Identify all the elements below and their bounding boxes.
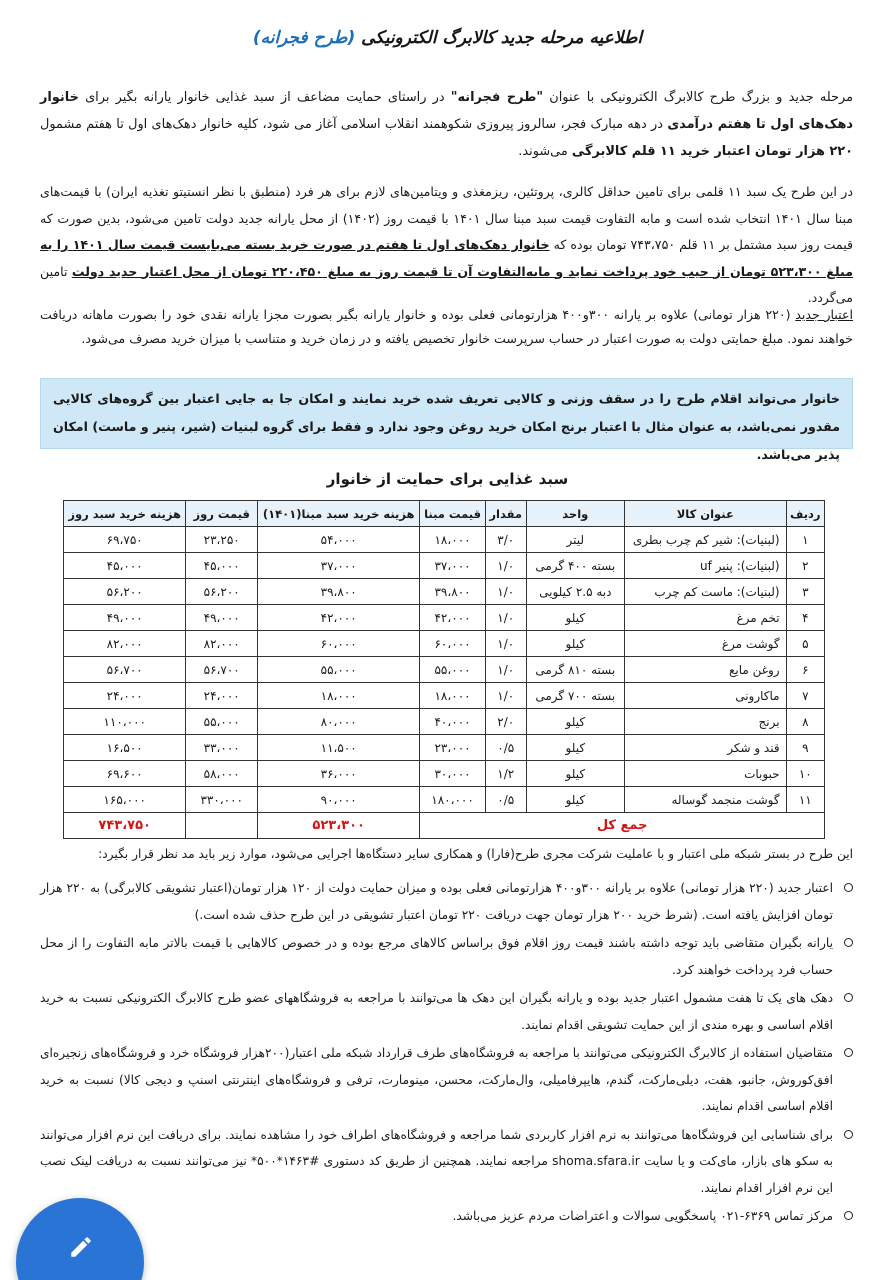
cell-current-cost: ۵۶،۷۰۰ (64, 657, 186, 683)
cell-current-price: ۴۵،۰۰۰ (186, 553, 258, 579)
col-header-base-price: قیمت مبنا (420, 501, 485, 527)
cell-base-cost: ۸۰،۰۰۰ (258, 709, 420, 735)
cell-row-number: ۲ (786, 553, 824, 579)
col-header-current-cost: هزینه خرید سبد روز (64, 501, 186, 527)
table-row (64, 579, 825, 605)
note-item (40, 930, 855, 983)
cell-quantity: ۰/۵ (485, 735, 526, 761)
table-row (64, 787, 825, 813)
note-text: مرکز تماس ۶۳۶۹-۰۲۱ پاسخگویی سوالات و اعتراضات مردم عزیز می‌باشد. (452, 1209, 833, 1223)
bullet-circle-icon (844, 993, 853, 1002)
cell-quantity: ۱/۰ (485, 605, 526, 631)
col-header-base-cost: هزینه خرید سبد مبنا(۱۴۰۱) (258, 501, 420, 527)
table-row (64, 709, 825, 735)
note-text: برای شناسایی این فروشگاه‌ها می‌توانند به نرم افزار کاربردی شما مراجعه و فروشگاه‌های اطراف خود را مشاهده نمایند. برای دریافت این نرم افزار می‌توانند به سکو های بازار، مای‌کت و یا سایت shoma.sfara.ir مراجعه نمایند. همچنین از طریق کد دستوری #۱۴۶۳*۵۰۰* نیز می‌توانند نسبت به دریافت لینک نصب این نرم افزار اقدام نمایند. (40, 1127, 834, 1195)
cell-item: روغن مایع (624, 657, 786, 683)
cell-current-cost: ۲۴،۰۰۰ (64, 683, 186, 709)
cell-item: گوشت مرغ (624, 631, 786, 657)
col-header-unit: واحد (526, 501, 624, 527)
cell-base-price: ۳۷،۰۰۰ (420, 553, 485, 579)
cell-unit: دبه ۲.۵ کیلویی (526, 579, 624, 605)
cell-current-price: ۳۳،۰۰۰ (186, 735, 258, 761)
cell-current-price: ۴۹،۰۰۰ (186, 605, 258, 631)
total-base-cost: ۵۲۳،۳۰۰ (258, 813, 420, 839)
table-row (64, 631, 825, 657)
cell-item: برنج (624, 709, 786, 735)
cell-current-price: ۵۸،۰۰۰ (186, 761, 258, 787)
cell-base-cost: ۶۰،۰۰۰ (258, 631, 420, 657)
cell-current-price: ۵۶،۷۰۰ (186, 657, 258, 683)
cell-current-price: ۸۲،۰۰۰ (186, 631, 258, 657)
plan-name: "طرح فجرانه" (450, 90, 544, 105)
cell-current-cost: ۴۹،۰۰۰ (64, 605, 186, 631)
cell-current-cost: ۱۶،۵۰۰ (64, 735, 186, 761)
title-highlight: (طرح فجرانه) (252, 28, 356, 48)
cell-unit: کیلو (526, 761, 624, 787)
col-header-quantity: مقدار (485, 501, 526, 527)
cell-base-price: ۱۸۰،۰۰۰ (420, 787, 485, 813)
page-title (0, 28, 895, 48)
cell-current-cost: ۱۱۰،۰۰۰ (64, 709, 186, 735)
cell-row-number: ۵ (786, 631, 824, 657)
table-row (64, 683, 825, 709)
cell-base-cost: ۹۰،۰۰۰ (258, 787, 420, 813)
cell-base-price: ۱۸،۰۰۰ (420, 683, 485, 709)
table-row (64, 735, 825, 761)
total-current-cost: ۷۴۳،۷۵۰ (64, 813, 186, 839)
cell-row-number: ۱ (786, 527, 824, 553)
cell-row-number: ۶ (786, 657, 824, 683)
cell-base-cost: ۴۲،۰۰۰ (258, 605, 420, 631)
cell-unit: کیلو (526, 631, 624, 657)
cell-unit: کیلو (526, 787, 624, 813)
cell-item: (لبنیات): شیر کم چرب بطری (624, 527, 786, 553)
pencil-icon (68, 1234, 94, 1260)
table-row (64, 605, 825, 631)
cell-base-cost: ۳۹،۸۰۰ (258, 579, 420, 605)
table-row (64, 657, 825, 683)
intro-paragraph: مرحله جدید و بزرگ طرح کالابرگ الکترونیکی با عنوان "طرح فجرانه" در راستای حمایت مضاعف از سبد غذایی خانوار یارانه بگیر برای خانوار دهک‌های اول تا هفتم درآمدی در دهه مبارک فجر، سالروز پیروزی شکوهمند انقلاب اسلامی آغاز می شود، کلیه خانوار دهک‌های اول تا هفتم مشمول ۲۲۰ هزار تومان اعتبار خرید ۱۱ قلم کالابرگی می‌شوند. (40, 90, 854, 159)
plan-paragraph: در این طرح یک سبد ۱۱ قلمی برای تامین حداقل کالری، پروتئین، ریزمغذی و ویتامین‌های لازم برای هر فرد (منطبق با نظر انستیتو تغذیه ایران) با قیمت‌های مبنا سال ۱۴۰۱ انتخاب شده است و مابه التفاوت قیمت سبد مبنا سال ۱۴۰۱ با قیمت روز (۱۴۰۲) از محل یارانه جدید دولت تامین می‌شود، بدین صورت که قیمت روز سبد مشتمل بر ۱۱ قلم ۷۴۳،۷۵۰ تومان بوده که خانوار دهک‌های اول تا هفتم در صورت خرید بسته می‌بایست قیمت سال ۱۴۰۱ را به مبلغ ۵۲۳،۳۰۰ تومان از جیب خود پرداخت نماید و مابه‌التفاوت آن تا قیمت روز به مبلغ ۲۲۰،۴۵۰ تومان از محل اعتبار جدید دولت تامین می‌گردد. (40, 184, 854, 305)
cell-unit: کیلو (526, 605, 624, 631)
bullet-circle-icon (844, 1048, 853, 1057)
cell-item: تخم مرغ (624, 605, 786, 631)
note-text: متقاضیان استفاده از کالابرگ الکترونیکی می‌توانند با مراجعه به فروشگاه‌های طرف قرارداد شبکه ملی اعتبار(۲۰۰هزار فروشگاه خرد و فروشگاه‌های زنجیره‌ای افق‌کوروش، جانبو، هفت، دیلی‌مارکت، گندم، هایپرفامیلی، وال‌مارکت، محسن، مینومارت، ترفی و فروشگاه‌های اینترنتی اسنپ و دیجی کالا) نسبت به خرید اقلام اساسی اقدام نمایند. (40, 1046, 834, 1113)
cell-quantity: ۰/۵ (485, 787, 526, 813)
cell-quantity: ۱/۰ (485, 683, 526, 709)
notes-heading: این طرح در بستر شبکه ملی اعتبار و با عاملیت شرکت مجری طرح(فارا) و همکاری سایر دستگاه‌ها اجرایی می‌شود، موارد زیر باید مد نظر قرار بگیرد: (98, 847, 853, 861)
cell-row-number: ۳ (786, 579, 824, 605)
cell-current-cost: ۱۶۵،۰۰۰ (64, 787, 186, 813)
cell-quantity: ۱/۰ (485, 657, 526, 683)
cell-current-cost: ۵۶،۲۰۰ (64, 579, 186, 605)
cell-current-price: ۲۴،۰۰۰ (186, 683, 258, 709)
table-total-row (64, 813, 825, 839)
table-title: سبد غذایی برای حمایت از خانوار (326, 470, 569, 488)
cell-base-price: ۴۰،۰۰۰ (420, 709, 485, 735)
cell-row-number: ۹ (786, 735, 824, 761)
cell-item: (لبنیات): ماست کم چرب (624, 579, 786, 605)
cell-base-price: ۱۸،۰۰۰ (420, 527, 485, 553)
table-row (64, 761, 825, 787)
cell-base-cost: ۱۸،۰۰۰ (258, 683, 420, 709)
cell-base-cost: ۳۶،۰۰۰ (258, 761, 420, 787)
cell-base-price: ۲۳،۰۰۰ (420, 735, 485, 761)
cell-base-cost: ۵۵،۰۰۰ (258, 657, 420, 683)
cell-quantity: ۱/۰ (485, 631, 526, 657)
cell-base-price: ۴۲،۰۰۰ (420, 605, 485, 631)
cell-item: قند و شکر (624, 735, 786, 761)
bullet-circle-icon (844, 1130, 853, 1139)
note-text: اعتبار جدید (۲۲۰ هزار تومانی) علاوه بر یارانه ۳۰۰و۴۰۰ هزارتومانی فعلی بوده و میزان حمایت دولت از ۱۲۰ هزار تومان(اعتبار تشویقی کالابرگی) به ۲۲۰ هزار تومان افزایش یافته است. (شرط خرید ۲۰۰ هزار تومان جهت دریافت ۲۲۰ تومان اعتبار تشویقی در این طرح حذف شده است.) (40, 881, 833, 922)
cell-base-cost: ۱۱،۵۰۰ (258, 735, 420, 761)
cell-row-number: ۴ (786, 605, 824, 631)
cell-quantity: ۳/۰ (485, 527, 526, 553)
note-item (40, 875, 855, 928)
cell-row-number: ۸ (786, 709, 824, 735)
cell-current-cost: ۸۲،۰۰۰ (64, 631, 186, 657)
col-header-item: عنوان کالا (624, 501, 786, 527)
cell-base-cost: ۳۷،۰۰۰ (258, 553, 420, 579)
credit-paragraph: اعتبار جدید (۲۲۰ هزار تومانی) علاوه بر یارانه ۳۰۰و۴۰۰ هزارتومانی فعلی بوده و خانوار یارانه بگیر بصورت مجزا یارانه نقدی خود را بصورت ماهانه دریافت خواهند نمود. مبلغ حمایتی دولت به صورت اعتبار در حساب سرپرست خانوار تخصیص یافته و در زمان خرید و متناسب با میزان خرید مصرف می‌شود. (40, 307, 853, 346)
notice-box (40, 378, 853, 462)
total-spacer (186, 813, 258, 839)
cell-unit: بسته ۷۰۰ گرمی (526, 683, 624, 709)
bullet-circle-icon (844, 883, 853, 892)
cell-quantity: ۱/۰ (485, 579, 526, 605)
note-item (40, 985, 855, 1038)
cell-unit: کیلو (526, 735, 624, 761)
cell-quantity: ۱/۲ (485, 761, 526, 787)
cell-row-number: ۷ (786, 683, 824, 709)
cell-base-price: ۳۰،۰۰۰ (420, 761, 485, 787)
notes-list (40, 875, 855, 1232)
note-item (40, 1040, 855, 1120)
note-text: دهک های یک تا هفت مشمول اعتبار جدید بوده و یارانه بگیران این دهک ها می‌توانند با مراجعه به فروشگاههای عضو طرح کالابرگ الکترونیکی نسبت به خرید اقلام اساسی و بهره مندی از این حمایت تشویقی اقدام نمایند. (40, 991, 833, 1032)
cell-current-cost: ۴۵،۰۰۰ (64, 553, 186, 579)
notice-text: خانوار می‌تواند اقلام طرح را در سقف وزنی و کالایی تعریف شده خرید نمایند و امکان جا به جایی اعتبار بین گروه‌های کالایی مقدور نمی‌باشد، به عنوان مثال با اعتبار برنج امکان خرید روغن وجود ندارد و فقط برای گروه لبنیات (شیر، پنیر و ماست) امکان پذیر می‌باشد. (53, 391, 840, 462)
food-basket-table (63, 500, 825, 839)
cell-row-number: ۱۰ (786, 761, 824, 787)
bullet-circle-icon (844, 938, 853, 947)
cell-unit: بسته ۴۰۰ گرمی (526, 553, 624, 579)
cell-current-price: ۲۳،۲۵۰ (186, 527, 258, 553)
table-body (64, 527, 825, 813)
col-header-current-price: قیمت روز (186, 501, 258, 527)
table-row (64, 553, 825, 579)
note-item (40, 1122, 855, 1202)
cell-base-price: ۶۰،۰۰۰ (420, 631, 485, 657)
cell-current-price: ۵۶،۲۰۰ (186, 579, 258, 605)
cell-quantity: ۱/۰ (485, 553, 526, 579)
cell-base-price: ۳۹،۸۰۰ (420, 579, 485, 605)
cell-current-price: ۳۳۰،۰۰۰ (186, 787, 258, 813)
cell-item: حبوبات (624, 761, 786, 787)
cell-item: گوشت منجمد گوساله (624, 787, 786, 813)
cell-unit: لیتر (526, 527, 624, 553)
cell-current-price: ۵۵،۰۰۰ (186, 709, 258, 735)
cell-unit: بسته ۸۱۰ گرمی (526, 657, 624, 683)
table-header-row (64, 501, 825, 527)
cell-quantity: ۲/۰ (485, 709, 526, 735)
cell-base-cost: ۵۴،۰۰۰ (258, 527, 420, 553)
note-text: یارانه بگیران متقاضی باید توجه داشته باشند قیمت روز اقلام فوق براساس کالاهای مرجع بوده و در خصوص کالاهایی با قیمت بالاتر مابه التفاوت را از محل حساب فرد پرداخت خواهند کرد. (40, 936, 833, 977)
cell-current-cost: ۶۹،۶۰۰ (64, 761, 186, 787)
col-header-row-number: ردیف (786, 501, 824, 527)
cell-base-price: ۵۵،۰۰۰ (420, 657, 485, 683)
cell-item: ماکارونی (624, 683, 786, 709)
bullet-circle-icon (844, 1211, 853, 1220)
cell-item: (لبنیات): پنیر uf (624, 553, 786, 579)
title-main: اطلاعیه مرحله جدید کالابرگ الکترونیکی (361, 28, 643, 48)
note-item (40, 1203, 855, 1230)
table-row (64, 527, 825, 553)
cell-unit: کیلو (526, 709, 624, 735)
cell-current-cost: ۶۹،۷۵۰ (64, 527, 186, 553)
cell-row-number: ۱۱ (786, 787, 824, 813)
total-label: جمع کل (420, 813, 825, 839)
